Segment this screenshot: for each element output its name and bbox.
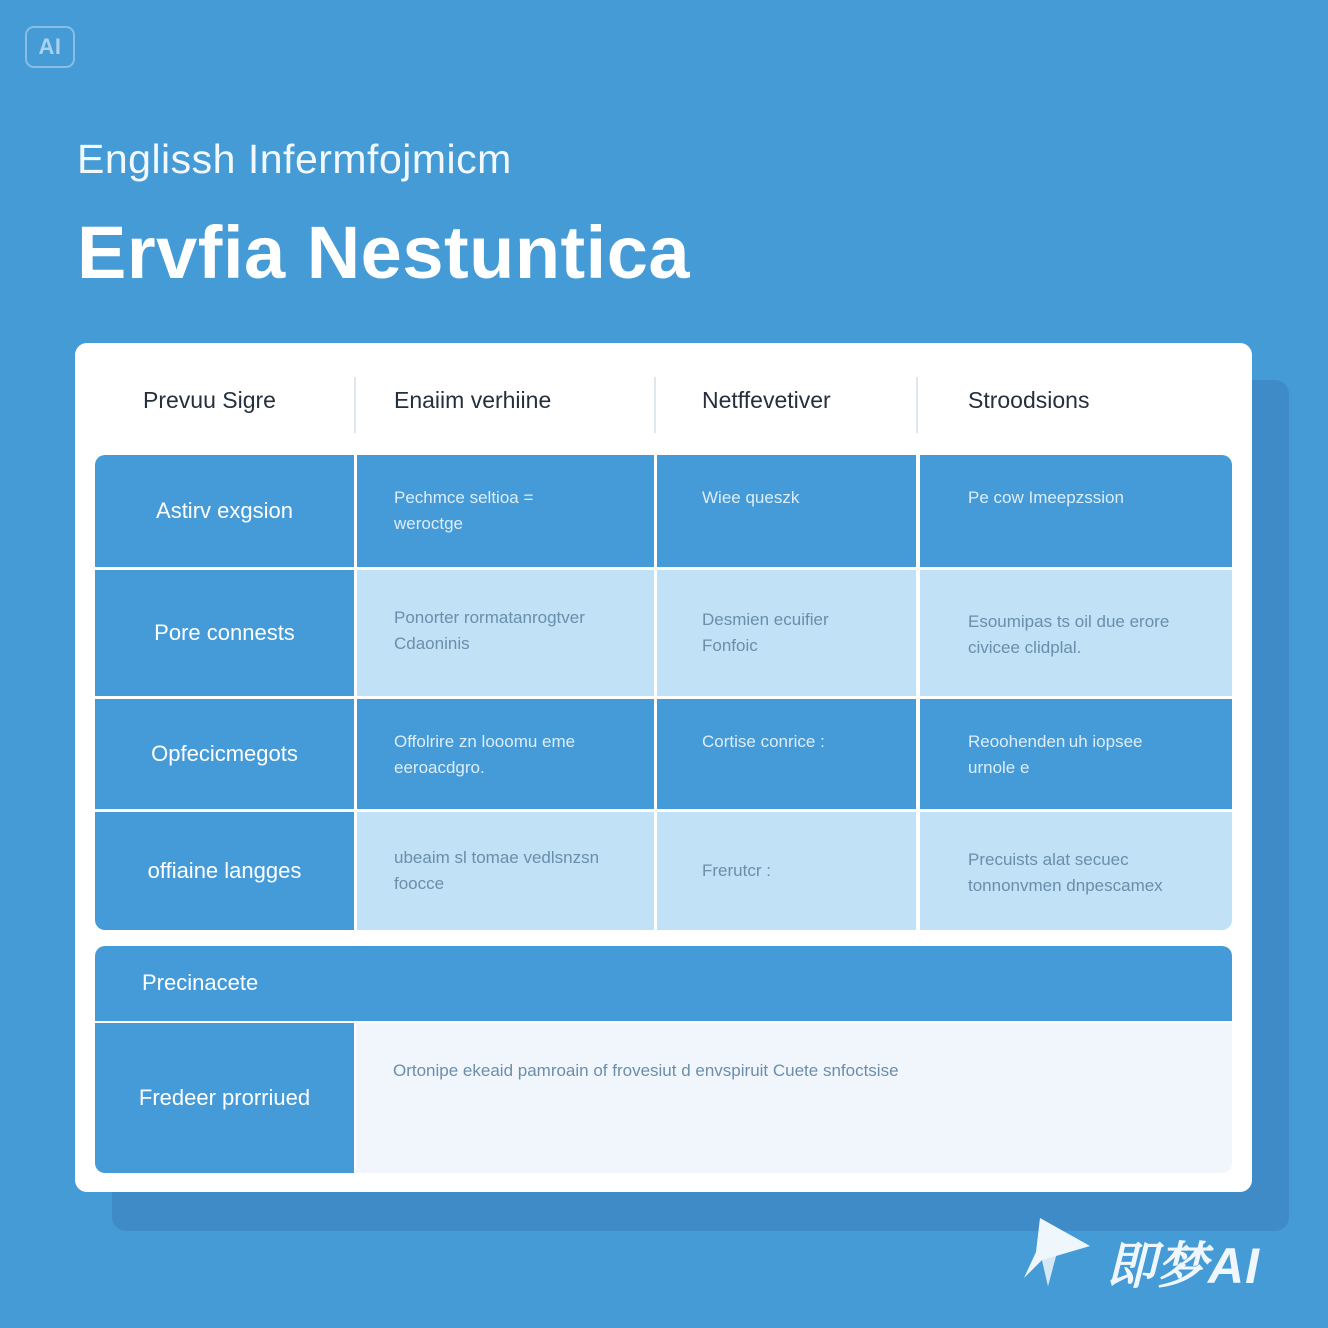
cell-text: ubeaim sl tomae vedlsnzsn foocce — [394, 848, 600, 893]
column-header-3: Netffevetiver — [702, 387, 831, 413]
cell-text: Esoumipas ts oil due erore civicee clidplal. — [968, 612, 1170, 657]
column-divider — [654, 377, 656, 433]
cell-text: Precuists alat secuec tonnonvmen dnpescamex — [968, 850, 1163, 895]
table-cell — [657, 812, 916, 930]
cell-text: Pechmce seltioa = weroctge — [394, 488, 534, 533]
bottom-row-text: Ortonipe ekeaid pamroain of frovesiut d envspiruit Cuete snfoctsise — [393, 1061, 899, 1080]
cell-text: Frerutcr : — [702, 861, 771, 880]
table-cell — [920, 812, 1232, 930]
table-cell — [357, 570, 654, 696]
paper-plane-icon — [1022, 1216, 1092, 1288]
column-header-1: Prevuu Sigre — [143, 387, 276, 413]
section-bar-label: Precinacete — [142, 970, 259, 995]
column-header-2: Enaiim verhiine — [394, 387, 552, 413]
cell-text: Wiee queszk — [702, 488, 800, 507]
cell-text: Ponorter rormatanrogtver Cdaoninis — [394, 608, 585, 653]
column-header-4: Stroodsions — [968, 387, 1090, 413]
cell-text: Offolrire zn looomu eme eeroacdgro. — [394, 732, 576, 777]
watermark-logo — [1022, 1214, 1292, 1294]
table-cell — [657, 570, 916, 696]
table-cell — [657, 455, 916, 567]
ai-badge: AI — [25, 26, 75, 68]
table-cell — [357, 812, 654, 930]
table-cell — [920, 570, 1232, 696]
table-cell — [357, 699, 654, 809]
page-title: Ervfia Nestuntica — [77, 211, 691, 294]
watermark-text: 即梦AI — [1106, 1238, 1260, 1294]
cell-text: Desmien ecuifier Fonfoic — [702, 610, 829, 655]
row-header-2: Pore connests — [95, 570, 354, 696]
section-bar — [95, 946, 1232, 1021]
row-header-3: Opfecicmegots — [95, 699, 354, 809]
row-header-1: Astirv exgsion — [95, 455, 354, 567]
table-cell — [920, 455, 1232, 567]
cell-text: Reoohenden uh iopsee urnole e — [968, 732, 1143, 777]
table-cell — [920, 699, 1232, 809]
table-grid — [95, 455, 1232, 930]
page-subtitle: Englissh Infermfojmicm — [77, 136, 512, 182]
column-divider — [916, 377, 918, 433]
bottom-row-cell — [356, 1023, 1232, 1173]
row-header-4: offiaine langges — [95, 812, 354, 930]
bottom-row-header: Fredeer prorriued — [95, 1023, 354, 1173]
cell-text: Pe cow Imeepzssion — [968, 488, 1124, 507]
table-cell — [657, 699, 916, 809]
column-divider — [354, 377, 356, 433]
cell-text: Cortise conrice : — [702, 732, 825, 751]
table-cell — [357, 455, 654, 567]
